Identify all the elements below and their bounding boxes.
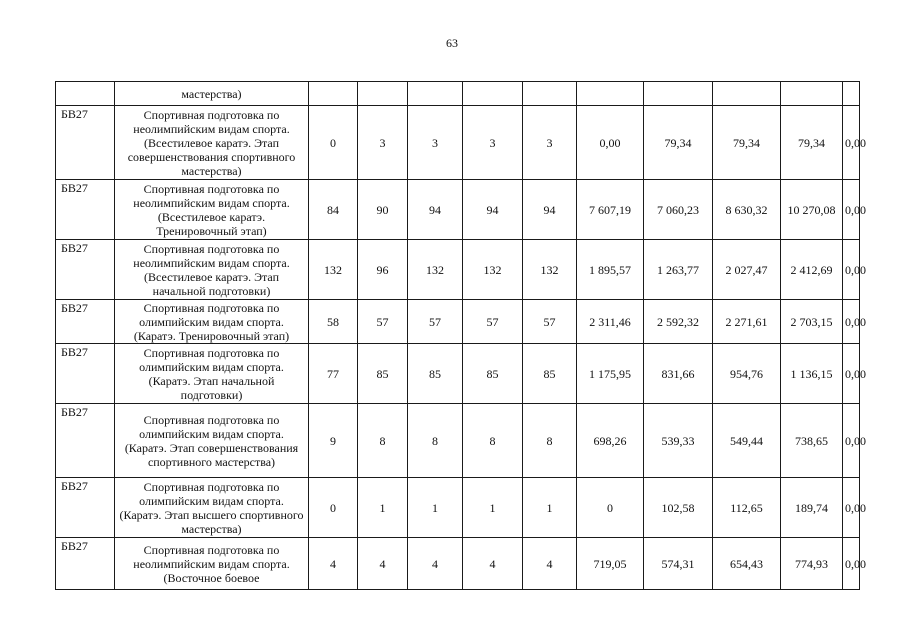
table-row	[56, 538, 860, 590]
row-value: 719,05	[577, 538, 644, 590]
row-value: 57	[408, 300, 463, 344]
row-value: 8	[408, 404, 463, 478]
row-value: 58	[309, 300, 358, 344]
row-description: Спортивная подготовка по неолимпийским видам спорта. (Всестилевое каратэ. Этап совершенствования спортивного мастерства)	[115, 106, 309, 180]
row-value: 132	[523, 240, 577, 300]
row-value: 85	[358, 344, 408, 404]
row-value: 2 703,15	[781, 300, 843, 344]
row-code: БВ27	[56, 106, 115, 180]
row-description: Спортивная подготовка по неолимпийским видам спорта. (Восточное боевое	[115, 538, 309, 590]
table-row	[56, 82, 860, 106]
row-value: 9	[309, 404, 358, 478]
row-value: 0	[577, 478, 644, 538]
row-value: 79,34	[781, 106, 843, 180]
row-code: БВ27	[56, 538, 115, 590]
row-value: 1	[463, 478, 523, 538]
row-value: 85	[463, 344, 523, 404]
row-value: 77	[309, 344, 358, 404]
row-value	[309, 82, 358, 106]
row-value: 112,65	[713, 478, 781, 538]
row-code: БВ27	[56, 180, 115, 240]
row-value: 3	[358, 106, 408, 180]
row-value: 132	[408, 240, 463, 300]
row-code: БВ27	[56, 240, 115, 300]
row-value: 2 592,32	[644, 300, 713, 344]
row-value: 1	[523, 478, 577, 538]
row-value: 698,26	[577, 404, 644, 478]
services-table	[55, 81, 866, 590]
row-value: 3	[523, 106, 577, 180]
row-value: 3	[408, 106, 463, 180]
row-value: 90	[358, 180, 408, 240]
row-code: БВ27	[56, 300, 115, 344]
row-value	[577, 82, 644, 106]
row-code: БВ27	[56, 478, 115, 538]
row-value: 132	[463, 240, 523, 300]
row-value: 1 136,15	[781, 344, 843, 404]
row-value	[644, 82, 713, 106]
row-value: 94	[463, 180, 523, 240]
row-value: 2 412,69	[781, 240, 843, 300]
row-value: 1	[408, 478, 463, 538]
row-code	[56, 82, 115, 106]
row-value	[843, 82, 860, 106]
row-value: 831,66	[644, 344, 713, 404]
row-value: 7 607,19	[577, 180, 644, 240]
row-value: 132	[309, 240, 358, 300]
row-value: 0,00	[843, 240, 860, 300]
row-value: 4	[523, 538, 577, 590]
row-value: 0,00	[843, 538, 860, 590]
row-value: 539,33	[644, 404, 713, 478]
row-value	[408, 82, 463, 106]
row-value: 85	[408, 344, 463, 404]
row-value: 84	[309, 180, 358, 240]
row-value	[523, 82, 577, 106]
row-value: 7 060,23	[644, 180, 713, 240]
row-value: 8 630,32	[713, 180, 781, 240]
table-row	[56, 240, 860, 300]
row-value: 654,43	[713, 538, 781, 590]
row-value: 0,00	[577, 106, 644, 180]
row-value	[713, 82, 781, 106]
row-description: мастерства)	[115, 82, 309, 106]
row-value: 1 175,95	[577, 344, 644, 404]
row-value: 102,58	[644, 478, 713, 538]
row-code: БВ27	[56, 404, 115, 478]
row-value: 96	[358, 240, 408, 300]
row-value: 0,00	[843, 478, 860, 538]
row-value: 2 311,46	[577, 300, 644, 344]
row-value: 189,74	[781, 478, 843, 538]
row-value	[781, 82, 843, 106]
row-description: Спортивная подготовка по неолимпийским видам спорта. (Всестилевое каратэ. Тренировочный этап)	[115, 180, 309, 240]
table-row	[56, 404, 860, 478]
row-code: БВ27	[56, 344, 115, 404]
row-value: 0	[309, 106, 358, 180]
row-description: Спортивная подготовка по олимпийским видам спорта. (Каратэ. Этап высшего спортивного мастерства)	[115, 478, 309, 538]
row-value: 8	[523, 404, 577, 478]
row-value: 1	[358, 478, 408, 538]
table-row	[56, 300, 860, 344]
row-value: 8	[358, 404, 408, 478]
row-value: 57	[523, 300, 577, 344]
table-row	[56, 478, 860, 538]
row-value: 85	[523, 344, 577, 404]
row-description: Спортивная подготовка по олимпийским видам спорта. (Каратэ. Тренировочный этап)	[115, 300, 309, 344]
row-value: 2 271,61	[713, 300, 781, 344]
row-value: 738,65	[781, 404, 843, 478]
row-value: 1 895,57	[577, 240, 644, 300]
row-description: Спортивная подготовка по неолимпийским видам спорта. (Всестилевое каратэ. Этап начальной подготовки)	[115, 240, 309, 300]
row-description: Спортивная подготовка по олимпийским видам спорта. (Каратэ. Этап начальной подготовки)	[115, 344, 309, 404]
row-value: 94	[523, 180, 577, 240]
row-value: 1 263,77	[644, 240, 713, 300]
row-value: 4	[408, 538, 463, 590]
row-value: 4	[309, 538, 358, 590]
row-value: 0	[309, 478, 358, 538]
row-value: 774,93	[781, 538, 843, 590]
row-value: 3	[463, 106, 523, 180]
row-value: 2 027,47	[713, 240, 781, 300]
row-value: 549,44	[713, 404, 781, 478]
row-value: 10 270,08	[781, 180, 843, 240]
row-value: 57	[463, 300, 523, 344]
row-value: 0,00	[843, 300, 860, 344]
row-value: 8	[463, 404, 523, 478]
row-value: 0,00	[843, 106, 860, 180]
table-row	[56, 344, 860, 404]
table-row	[56, 180, 860, 240]
row-value: 79,34	[713, 106, 781, 180]
row-value: 4	[358, 538, 408, 590]
page-number: 63	[446, 36, 458, 50]
row-value	[463, 82, 523, 106]
row-value: 0,00	[843, 180, 860, 240]
row-value: 0,00	[843, 344, 860, 404]
row-value: 574,31	[644, 538, 713, 590]
row-value: 57	[358, 300, 408, 344]
row-value: 0,00	[843, 404, 860, 478]
row-value: 954,76	[713, 344, 781, 404]
row-value: 4	[463, 538, 523, 590]
table-row	[56, 106, 860, 180]
row-value: 94	[408, 180, 463, 240]
row-value	[358, 82, 408, 106]
row-value: 79,34	[644, 106, 713, 180]
row-description: Спортивная подготовка по олимпийским видам спорта. (Каратэ. Этап совершенствования спортивного мастерства)	[115, 404, 309, 478]
